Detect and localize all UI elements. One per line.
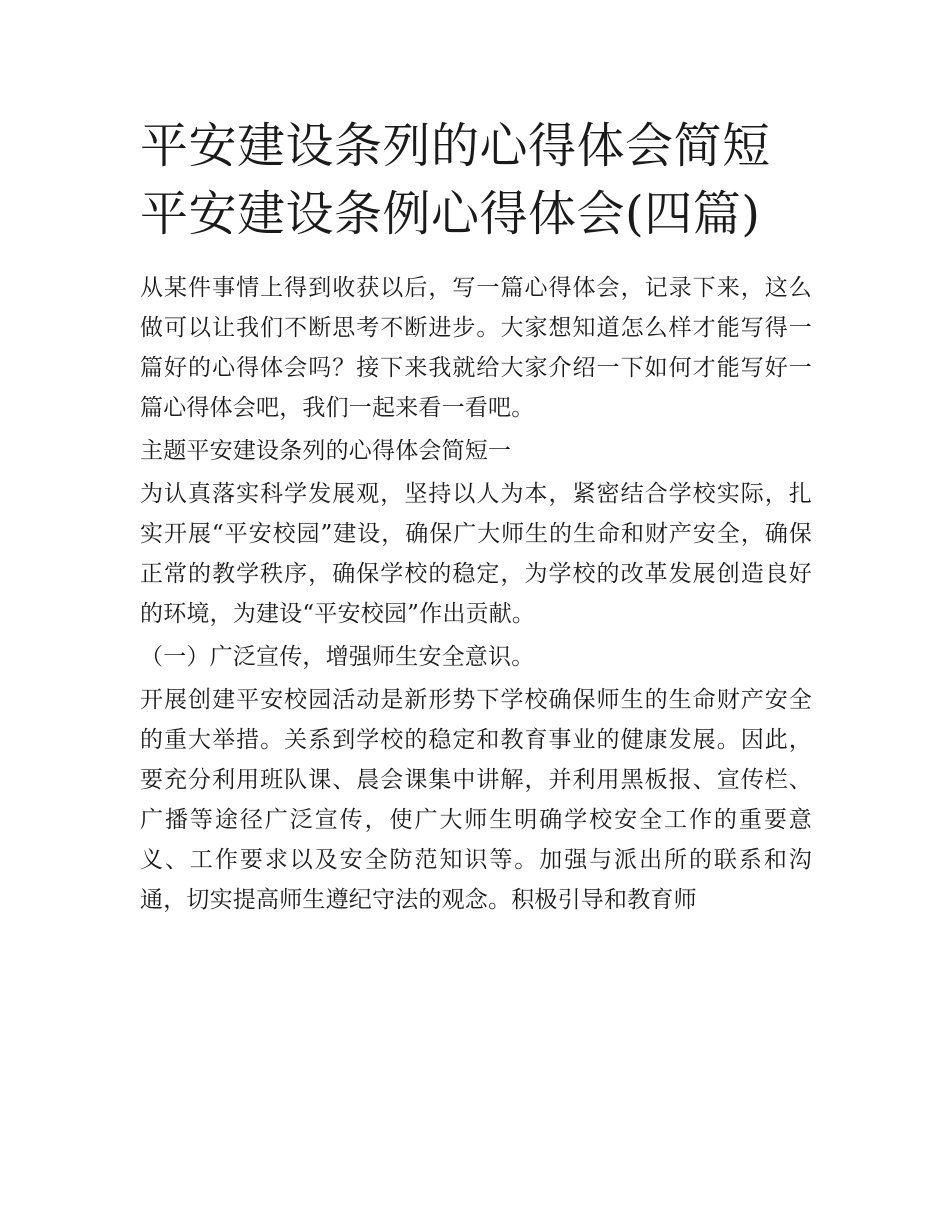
- title-line-2: 平安建设条例心得体会(四篇): [140, 186, 761, 242]
- intro-paragraph: 从某件事情上得到收获以后，写一篇心得体会，记录下来，这么做可以让我们不断思考不断进步。大家想知道怎么样才能写得一篇好的心得体会吗？接下来我就给大家介绍一下如何才能写好一篇心得体会吧，我们一起来看一看吧。: [140, 275, 812, 421]
- subsection-heading: （一）广泛宣传，增强师生安全意识。: [140, 644, 535, 670]
- section-heading: 主题平安建设条列的心得体会简短一: [140, 438, 512, 464]
- document-page: [140, 112, 812, 920]
- body-paragraph: 为认真落实科学发展观，坚持以人为本，紧密结合学校实际，扎实开展“平安校园”建设，确保广大师生的生命和财产安全，确保正常的教学秩序，确保学校的稳定，为学校的改革发展创造良好的环境，为建设“平安校园”作出贡献。: [140, 481, 812, 627]
- title-line-1: 平安建设条列的心得体会简短: [140, 118, 771, 174]
- document-title: [140, 112, 812, 248]
- document-body: [140, 268, 812, 920]
- body-paragraph: 开展创建平安校园活动是新形势下学校确保师生的生命财产安全的重大举措。关系到学校的稳定和教育事业的健康发展。因此，要充分利用班队课、晨会课集中讲解，并利用黑板报、宣传栏、广播等途径广泛宣传，使广大师生明确学校安全工作的重要意义、工作要求以及安全防范知识等。加强与派出所的联系和沟通，切实提高师生遵纪守法的观念。积极引导和教育师: [140, 687, 812, 913]
